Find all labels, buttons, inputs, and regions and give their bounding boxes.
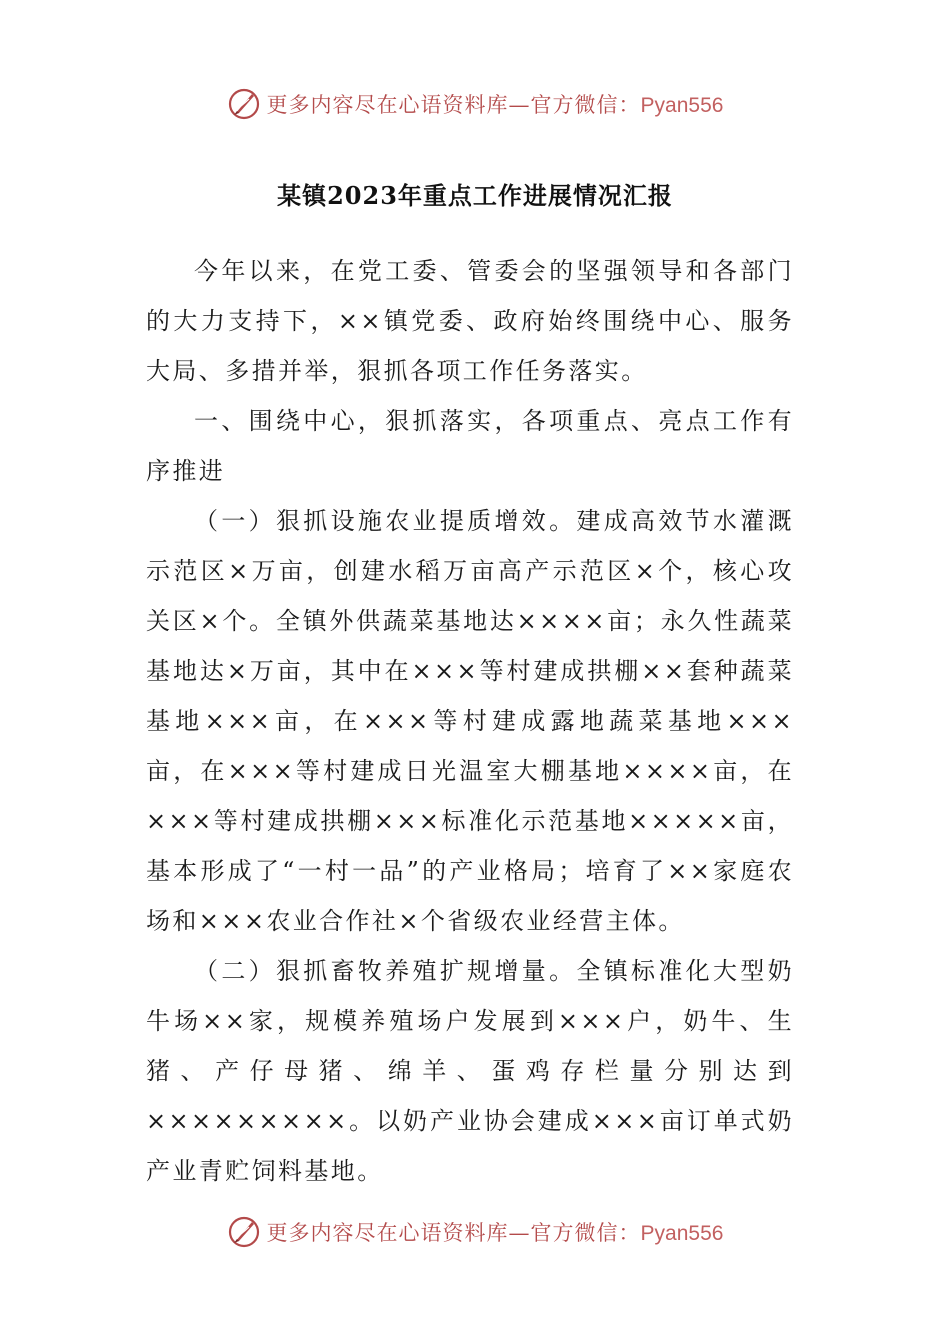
watermark-banner-inner: [227, 87, 724, 121]
watermark-wechat-id: Pyan556: [640, 94, 724, 117]
quill-pen-logo-icon: [227, 87, 261, 121]
paragraph-agriculture: （一）狠抓设施农业提质增效。建成高效节水灌溉示范区×万亩，创建水稻万亩高产示范区×个，核心攻关区×个。全镇外供蔬菜基地达××××亩；永久性蔬菜基地达×万亩，其中在×××等村建成拱棚××套种蔬菜基地×××亩，在×××等村建成露地蔬菜基地×××亩，在×××等村建成日光温室大棚基地××××亩，在×××等村建成拱棚×××标准化示范基地×××××亩，基本形成了“一村一品”的产业格局；培育了××家庭农场和×××农业合作社×个省级农业经营主体。: [146, 507, 794, 935]
watermark-banner-inner: [227, 1215, 724, 1249]
section-heading-1: 一、围绕中心，狠抓落实，各项重点、亮点工作有序推进: [146, 407, 794, 485]
watermark-banner-top: [0, 82, 950, 126]
document-title: 某镇2023年重点工作进展情况汇报: [277, 181, 673, 210]
watermark-text: 更多内容尽在心语资料库—官方微信：Pyan556: [266, 1221, 724, 1245]
quill-pen-logo-icon: [227, 1215, 261, 1249]
watermark-banner-bottom: [0, 1210, 950, 1254]
paragraph-intro: 今年以来，在党工委、管委会的坚强领导和各部门的大力支持下，××镇党委、政府始终围绕中心、服务大局、多措并举，狠抓各项工作任务落实。: [146, 257, 794, 385]
watermark-wechat-id: Pyan556: [640, 1222, 724, 1245]
watermark-text: 更多内容尽在心语资料库—官方微信：Pyan556: [266, 93, 724, 117]
paragraph-livestock: （二）狠抓畜牧养殖扩规增量。全镇标准化大型奶牛场××家，规模养殖场户发展到×××户，奶牛、生猪、产仔母猪、绵羊、蛋鸡存栏量分别达到×××××××××。以奶产业协会建成×××亩订单式奶产业青贮饲料基地。: [146, 957, 794, 1185]
document-body: [146, 246, 794, 1196]
